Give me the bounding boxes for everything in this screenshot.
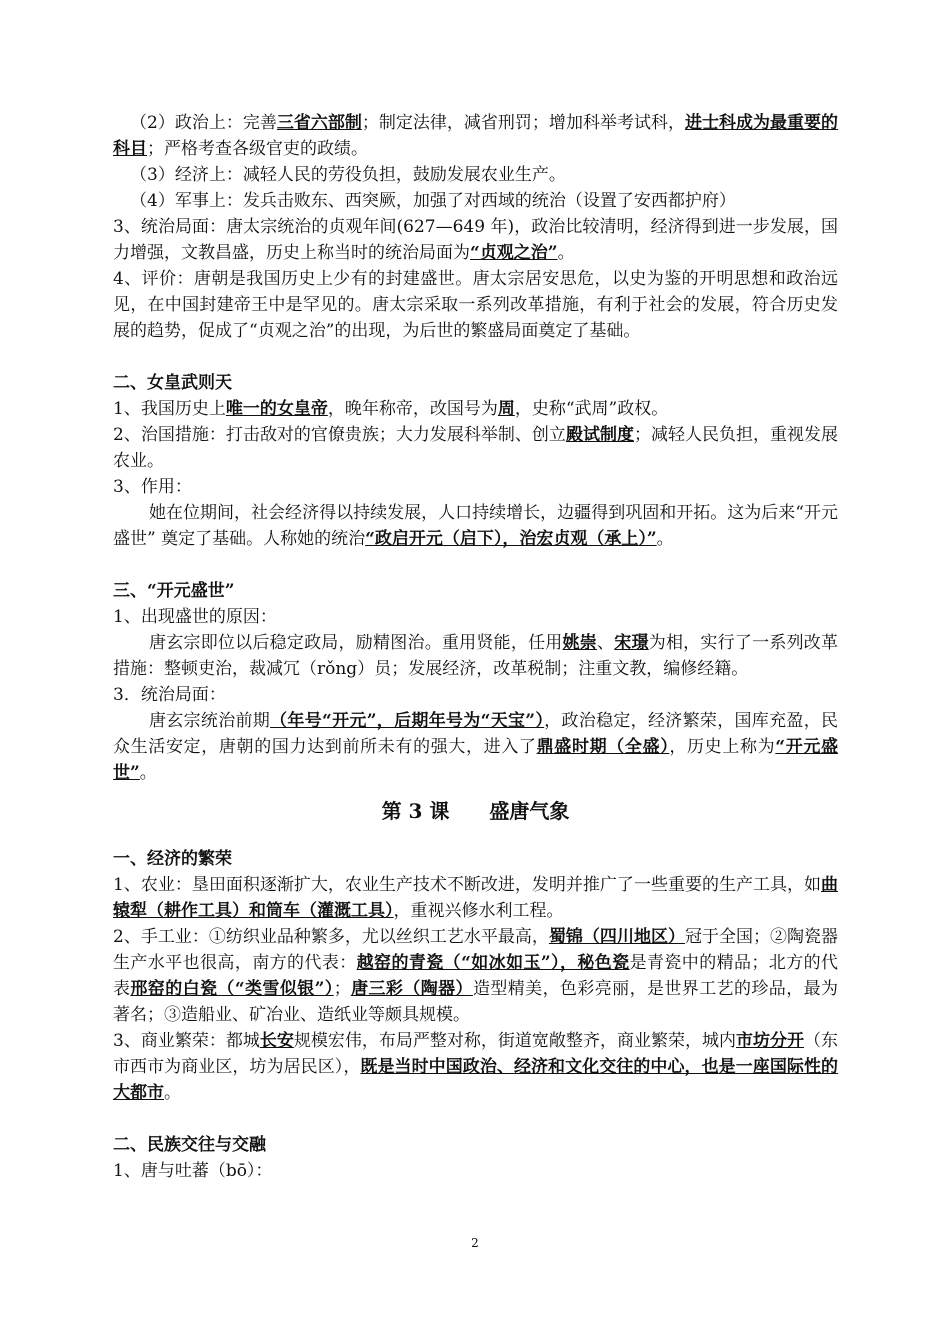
text: 2、手工业：①纺织业品种繁多，尤以丝织工艺水平最高， [113, 927, 549, 947]
key-term: 殿试制度 [565, 425, 634, 445]
paragraph-female-emperor [113, 396, 838, 422]
text: 是青瓷中的精品；北方的代表 [113, 953, 839, 999]
key-term: 蜀锦（四川地区） [548, 927, 685, 947]
text: （东市西市为商业区，坊为居民区）， [113, 1031, 839, 1077]
text: 她在位期间，社会经济得以持续发展，人口持续增长，边疆得到巩固和开拓。这为后来“开元盛世” 奠定了基础。人称她的统治 [113, 503, 838, 549]
text: 1、我国历史上 [113, 399, 226, 419]
section-heading-economy: 一、经济的繁荣 [113, 849, 232, 869]
key-term: 宋璟 [614, 633, 649, 653]
section-heading-ethnic-exchange: 二、民族交往与交融 [113, 1135, 266, 1155]
key-term: 既是当时中国政治、经济和文化交往的中心，也是一座国际性的大都市 [113, 1057, 839, 1103]
paragraph-ruling-situation [113, 214, 838, 266]
text: 1、农业：垦田面积逐渐扩大，农业生产技术不断改进，发明并推广了一些重要的生产工具，如 [113, 875, 821, 895]
text: 、 [597, 633, 615, 653]
paragraph-governance [113, 422, 838, 474]
section-heading-wu-zetian: 二、女皇武则天 [113, 373, 232, 393]
paragraph-situation [113, 708, 838, 786]
key-term: 周 [497, 399, 515, 419]
text: ，史称“武周”政权。 [514, 399, 669, 419]
key-term: “政启开元（启下），治宏贞观（承上）” [365, 529, 657, 549]
page-number: 2 [471, 1236, 479, 1250]
key-term: 三省六部制 [276, 113, 362, 133]
spacer [113, 1106, 838, 1132]
text: ，重视兴修水利工程。 [393, 901, 564, 921]
key-term: （年号“开元”，后期年号为“天宝”） [270, 711, 545, 731]
spacer [113, 344, 838, 370]
text: 3、商业繁荣：都城 [113, 1031, 260, 1051]
text: 3、统治局面：唐太宗统治的贞观年间(627—649 年)，政治比较清明，经济得到进一步发展，国力增强，文教昌盛，历史上称当时的统治局面为 [113, 217, 838, 263]
key-term: “开元盛世” [113, 737, 839, 783]
key-term: 唯一的女皇帝 [225, 399, 328, 419]
lesson-title: 第 3 课 盛唐气象 [381, 799, 570, 823]
key-term: 邢窑的白瓷（“类雪似银”） [130, 979, 334, 999]
paragraph-evaluation: 4、评价：唐朝是我国历史上少有的封建盛世。唐太宗居安思危，以史为鉴的开明思想和政治远见，在中国封建帝王中是罕见的。唐太宗采取一系列改革措施，有利于社会的发展，符合历史发展的趋势，促成了“贞观之治”的出现，为后世的繁盛局面奠定了基础。 [113, 269, 838, 341]
paragraph-reason-label: 1、出现盛世的原因： [113, 607, 277, 627]
paragraph-handicraft [113, 924, 838, 1028]
text: ；严格考查各级官吏的政绩。 [147, 139, 368, 159]
text: 规模宏伟，布局严整对称，街道宽敞整齐，商业繁荣，城内 [293, 1031, 736, 1051]
text: ，晚年称帝，改国号为 [327, 399, 498, 419]
text: 。 [656, 529, 674, 549]
paragraph-tubo: 1、唐与吐蕃（bō）： [113, 1161, 273, 1181]
key-term: “贞观之治” [470, 243, 558, 263]
text: 为相，实行了一系列改革措施：整顿吏治，裁减冗（rǒng）员；发展经济，改革税制；注重文教，编修经籍。 [113, 633, 839, 679]
key-term: 进士科成为最重要的科目 [113, 113, 839, 159]
key-term: 长安 [259, 1031, 294, 1051]
spacer [113, 552, 838, 578]
text: ； [333, 979, 351, 999]
key-term: 鼎盛时期（全盛） [536, 737, 670, 757]
paragraph-effect-label: 3、作用： [113, 477, 192, 497]
text: 唐玄宗即位以后稳定政局，励精图治。重用贤能，任用 [149, 633, 563, 653]
text: （2）政治上：完善 [130, 113, 277, 133]
paragraph-agriculture [113, 872, 838, 924]
text: 造型精美，色彩亮丽，是世界工艺的珍品，最为著名；③造船业、矿冶业、造纸业等颇具规模。 [113, 979, 839, 1025]
paragraph-effect [113, 500, 838, 552]
key-term: 姚崇 [562, 633, 598, 653]
key-term: 市坊分开 [735, 1031, 805, 1051]
text: 。 [557, 243, 575, 263]
paragraph-reason [113, 630, 838, 682]
text: 。 [164, 1083, 181, 1103]
text: ；减轻人民负担，重视发展农业。 [113, 425, 839, 471]
paragraph-commerce [113, 1028, 838, 1106]
key-term: 曲辕犁（耕作工具）和筒车（灌溉工具） [113, 875, 838, 921]
text: ，政治稳定，经济繁荣，国库充盈，民众生活安定，唐朝的国力达到前所未有的强大，进入了 [113, 711, 839, 757]
key-term: 越窑的青瓷（“如冰如玉”），秘色瓷 [356, 953, 630, 973]
paragraph-situation-label: 3．统治局面： [113, 685, 226, 705]
key-term: 唐三彩（陶器） [350, 979, 473, 999]
paragraph-economy: （3）经济上：减轻人民的劳役负担，鼓励发展农业生产。 [130, 165, 566, 185]
text: 唐玄宗统治前期 [149, 711, 271, 731]
page-content [113, 110, 838, 1184]
section-heading-kaiyuan: 三、“开元盛世” [113, 581, 235, 601]
text: ，历史上称为 [669, 737, 776, 757]
text: 2、治国措施：打击敌对的官僚贵族；大力发展科举制、创立 [113, 425, 566, 445]
paragraph-military: （4）军事上：发兵击败东、西突厥，加强了对西域的统治（设置了安西都护府） [130, 191, 736, 211]
paragraph-politics [113, 110, 838, 162]
text: ；制定法律，减省刑罚；增加科举考试科， [361, 113, 685, 133]
text: 。 [139, 763, 157, 783]
text: 冠于全国；②陶瓷器生产水平也很高，南方的代表： [113, 927, 839, 973]
